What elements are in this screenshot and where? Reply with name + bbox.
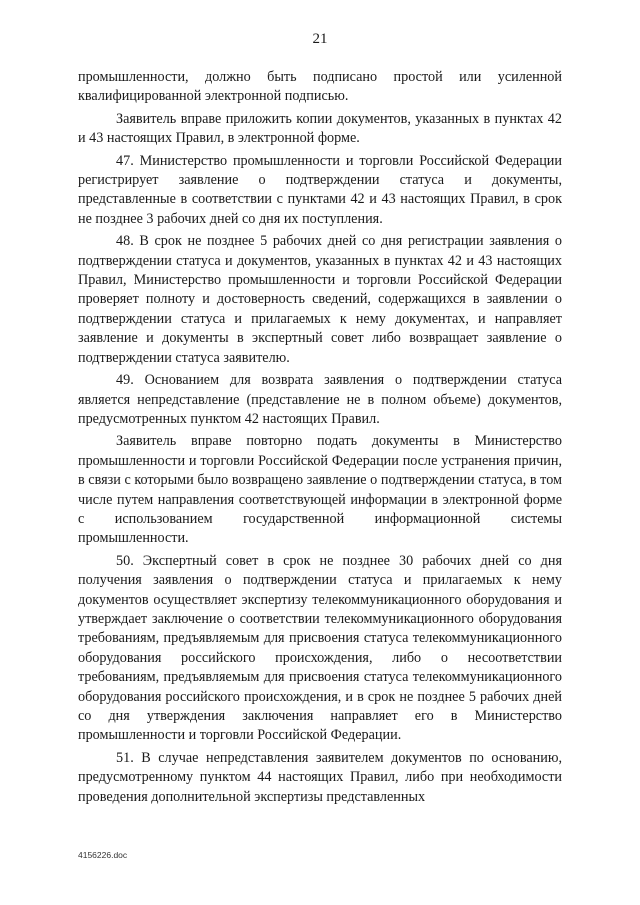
document-footer-filename: 4156226.doc [78, 850, 128, 860]
paragraph-47: 47. Министерство промышленности и торговли Российской Федерации регистрирует заявление о подтверждении статуса и документы, представленные в соответствии с пунктами 42 и 43 настоящих Правил, в срок не позднее 3 рабочих дней со дня их поступления. [78, 152, 562, 227]
document-body [78, 68, 562, 810]
paragraph-49: 49. Основанием для возврата заявления о подтверждении статуса является непредставление (представление не в полном объеме) документов, предусмотренных пунктом 42 настоящих Правил. [78, 372, 562, 427]
page-number: 21 [312, 31, 328, 47]
paragraph-applicant-copies: Заявитель вправе приложить копии документов, указанных в пунктах 42 и 43 настоящих Правил, в электронной форме. [78, 110, 562, 147]
paragraph-50: 50. Экспертный совет в срок не позднее 30 рабочих дней со дня получения заявления о подтверждении статуса и прилагаемых к нему документов осуществляет экспертизу телекоммуникационного оборудования и утверждает заключение о соответствии телекоммуникационного оборудования требованиям, предъявляемым для присвоения статуса телекоммуникационного оборудования российского происхождения, либо о несоответствии требованиям, предъявляемым для присвоения статуса телекоммуникационного оборудования российского происхождения, и в срок не позднее 5 рабочих дней со дня утверждения заключения направляет его в Министерство промышленности и торговли Российской Федерации. [78, 552, 562, 744]
paragraph-51: 51. В случае непредставления заявителем документов по основанию, предусмотренному пунктом 44 настоящих Правил, либо при необходимости проведения дополнительной экспертизы представленных [78, 749, 562, 805]
paragraph-continuation: промышленности, должно быть подписано простой или усиленной квалифицированной электронной подписью. [78, 69, 562, 105]
paragraph-applicant-resubmit: Заявитель вправе повторно подать документы в Министерство промышленности и торговли Российской Федерации после устранения причин, в связи с которыми было возвращено заявление о подтверждении статуса, в том числе путем направления соответствующей информации в электронной форме с использованием государственной информационной системы промышленности. [78, 433, 562, 547]
paragraph-48: 48. В срок не позднее 5 рабочих дней со дня регистрации заявления о подтверждении статуса и документов, указанных в пунктах 42 и 43 настоящих Правил, Министерство промышленности и торговли Российской Федерации проверяет полноту и достоверность сведений, содержащихся в заявлении о подтверждении статуса и прилагаемых к нему документах, и направляет заявление и документы в экспертный совет либо возвращает заявление о подтверждении статуса заявителю. [78, 233, 562, 366]
